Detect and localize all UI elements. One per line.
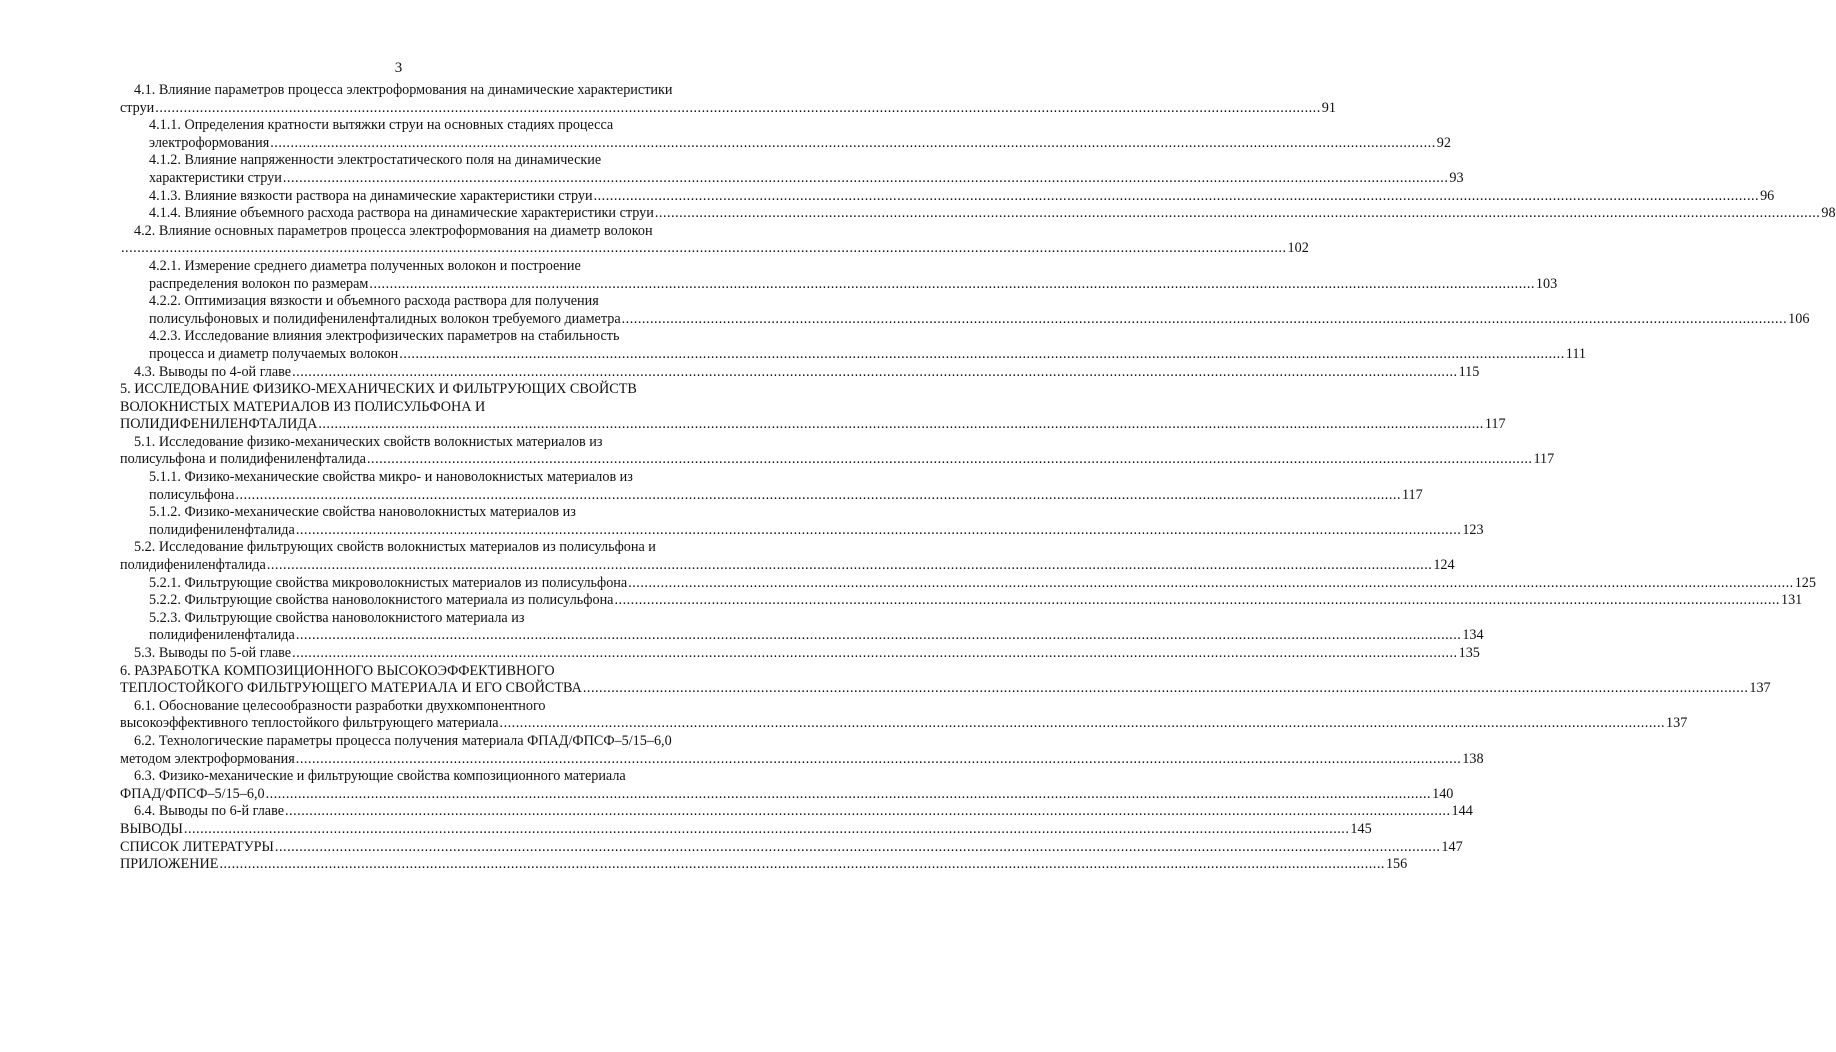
toc-entry-title-line: 5.1.1. Физико-механические свойства микро- и нановолокнистых материалов из bbox=[149, 469, 633, 486]
toc-page-number: 137 bbox=[1666, 715, 1688, 732]
dot-leader bbox=[318, 416, 1484, 434]
dot-leader bbox=[296, 751, 1462, 769]
dot-leader bbox=[628, 575, 1794, 593]
toc-page-number: 93 bbox=[1449, 169, 1464, 186]
dot-leader bbox=[292, 645, 1458, 663]
toc-entry-title-line: 4.2.3. Исследование влияния электрофизических параметров на стабильность bbox=[149, 328, 620, 345]
toc-entry-appendix bbox=[120, 856, 1408, 874]
dot-leader bbox=[270, 135, 1436, 153]
toc-entry-title-line: полисульфоновых и полидифениленфталидных волокон требуемого диаметра bbox=[149, 310, 621, 327]
toc-page-number: 145 bbox=[1350, 820, 1372, 837]
toc-entry-title-line: СПИСОК ЛИТЕРАТУРЫ bbox=[120, 838, 274, 855]
toc-entry-s5_2 bbox=[120, 539, 1455, 574]
toc-entry-s6_1 bbox=[120, 697, 1688, 733]
toc-page-number: 115 bbox=[1458, 363, 1480, 380]
toc-page-number: 124 bbox=[1433, 557, 1455, 574]
page-number: 3 bbox=[394, 60, 403, 76]
dot-leader bbox=[219, 856, 1385, 874]
toc-entry-title-line: 6. РАЗРАБОТКА КОМПОЗИЦИОННОГО ВЫСОКОЭФФЕКТИВНОГО bbox=[120, 662, 555, 679]
toc-entry-ch5 bbox=[120, 381, 1506, 434]
dot-leader bbox=[614, 592, 1780, 610]
toc-entry-s6_2 bbox=[120, 732, 1484, 768]
toc-entry-references bbox=[120, 838, 1463, 857]
toc-entry-title-line: 6.2. Технологические параметры процесса получения материала ФПАД/ФПСФ–5/15–6,0 bbox=[134, 732, 672, 749]
toc-page-number: 125 bbox=[1794, 574, 1816, 591]
dot-leader bbox=[121, 240, 1287, 258]
toc-page-number: 144 bbox=[1451, 803, 1473, 820]
toc-entry-s4_1 bbox=[120, 82, 1336, 117]
toc-entry-s4_1_1 bbox=[120, 117, 1451, 152]
toc-page-number: 92 bbox=[1436, 134, 1451, 151]
dot-leader bbox=[583, 680, 1749, 698]
toc-entry-title-line: методом электроформования bbox=[120, 750, 295, 767]
toc-entry-title-line: ПРИЛОЖЕНИЕ bbox=[120, 856, 219, 873]
toc-entry-s4_2_2 bbox=[120, 293, 1810, 328]
toc-entry-title-line: распределения волокон по размерам bbox=[149, 275, 369, 292]
toc-entry-s4_3 bbox=[120, 363, 1480, 382]
toc-entry-title-line: процесса и диаметр получаемых волокон bbox=[149, 345, 399, 362]
dot-leader bbox=[235, 487, 1401, 505]
toc-page-number: 117 bbox=[1484, 416, 1506, 433]
table-of-contents bbox=[120, 82, 1836, 874]
toc-entry-title-line: ПОЛИДИФЕНИЛЕНФТАЛИДА bbox=[120, 416, 318, 433]
toc-entry-title-line: 4.2.1. Измерение среднего диаметра полученных волокон и построение bbox=[149, 257, 581, 274]
dot-leader bbox=[369, 276, 1535, 294]
toc-entry-title-line: 6.3. Физико-механические и фильтрующие свойства композиционного материала bbox=[134, 768, 626, 785]
dot-leader bbox=[655, 205, 1821, 223]
toc-entry-s6_4 bbox=[120, 803, 1473, 821]
toc-entry-title-line: электроформования bbox=[149, 134, 270, 151]
toc-entry-title-line: струи bbox=[120, 99, 155, 116]
toc-entry-title-line: 5.3. Выводы по 5-ой главе bbox=[134, 645, 292, 661]
toc-entry-s4_1_2 bbox=[120, 152, 1464, 187]
toc-entry-title-line: 6.4. Выводы по 6-й главе bbox=[134, 803, 284, 820]
toc-entry-title-line: ВОЛОКНИСТЫХ МАТЕРИАЛОВ ИЗ ПОЛИСУЛЬФОНА И bbox=[120, 398, 486, 415]
dot-leader bbox=[594, 188, 1760, 206]
dot-leader bbox=[267, 557, 1433, 575]
dot-leader bbox=[622, 311, 1788, 329]
toc-entry-title-line: 5.2.1. Фильтрующие свойства микроволокнистых материалов из полисульфона bbox=[149, 574, 628, 591]
toc-page-number: 134 bbox=[1462, 627, 1484, 644]
toc-page-number: 123 bbox=[1462, 521, 1484, 538]
toc-entry-s5_2_2 bbox=[120, 592, 1803, 610]
toc-entry-title-line: высокоэффективного теплостойкого фильтрующего материала bbox=[120, 715, 499, 732]
toc-page-number: 111 bbox=[1565, 345, 1586, 362]
toc-page-number: 156 bbox=[1385, 856, 1408, 873]
toc-entry-title-line: полисульфона и полидифениленфталида bbox=[120, 451, 366, 468]
dot-leader bbox=[500, 715, 1666, 733]
toc-page-number: 91 bbox=[1321, 99, 1336, 116]
toc-entry-s5_2_1 bbox=[120, 574, 1816, 593]
toc-entry-title-line: полидифениленфталида bbox=[149, 521, 295, 538]
toc-entry-title-line: 4.1.3. Влияние вязкости раствора на динамические характеристики струи bbox=[149, 187, 593, 204]
toc-entry-title-line: 5.2.3. Фильтрующие свойства нановолокнистого материала из bbox=[149, 609, 525, 626]
toc-entry-title-line: 6.1. Обоснование целесообразности разработки двухкомпонентного bbox=[134, 697, 546, 714]
toc-entry-s5_1_2 bbox=[120, 504, 1484, 539]
toc-entry-s5_1 bbox=[120, 433, 1555, 469]
toc-entry-s4_2 bbox=[120, 222, 1309, 258]
toc-entry-title-line: характеристики струи bbox=[149, 169, 282, 186]
toc-page-number: 96 bbox=[1760, 187, 1775, 204]
toc-entry-title-line: 5.2. Исследование фильтрующих свойств волокнистых материалов из полисульфона и bbox=[134, 539, 656, 556]
toc-page-number: 135 bbox=[1458, 645, 1480, 661]
toc-entry-title-line: 5.1.2. Физико-механические свойства нановолокнистых материалов из bbox=[149, 504, 576, 521]
toc-entry-s4_2_3 bbox=[120, 328, 1586, 363]
toc-entry-s4_2_1 bbox=[120, 257, 1558, 293]
toc-page-number: 147 bbox=[1441, 838, 1463, 855]
toc-entry-title-line: ВЫВОДЫ bbox=[120, 820, 183, 837]
toc-page-number: 103 bbox=[1535, 275, 1558, 292]
toc-entry-s5_1_1 bbox=[120, 469, 1423, 504]
dot-leader bbox=[283, 170, 1449, 188]
toc-entry-s5_2_3 bbox=[120, 609, 1484, 645]
toc-page-number: 131 bbox=[1780, 592, 1803, 609]
toc-page-number: 140 bbox=[1432, 785, 1454, 802]
toc-entry-title-line: 4.1. Влияние параметров процесса электроформования на динамические характеристики bbox=[134, 82, 673, 98]
toc-page-number: 102 bbox=[1287, 240, 1309, 257]
toc-entry-title-line: 4.3. Выводы по 4-ой главе bbox=[134, 363, 292, 380]
dot-leader bbox=[367, 451, 1533, 469]
toc-entry-s4_1_4 bbox=[120, 205, 1836, 223]
toc-page-number: 117 bbox=[1533, 451, 1555, 468]
dot-leader bbox=[285, 803, 1451, 821]
dot-leader bbox=[292, 364, 1458, 382]
toc-entry-s4_1_3 bbox=[120, 187, 1775, 206]
toc-entry-s5_3 bbox=[120, 645, 1480, 663]
toc-entry-ch6 bbox=[120, 662, 1771, 698]
toc-entry-title-line: 4.2. Влияние основных параметров процесса электроформования на диаметр волокон bbox=[134, 222, 653, 239]
toc-entry-conclusions bbox=[120, 820, 1372, 839]
toc-entry-title-line: 5. ИССЛЕДОВАНИЕ ФИЗИКО-МЕХАНИЧЕСКИХ И ФИЛЬТРУЮЩИХ СВОЙСТВ bbox=[120, 381, 637, 398]
toc-entry-title-line: ФПАД/ФПСФ–5/15–6,0 bbox=[120, 785, 265, 802]
toc-entry-title-line: ТЕПЛОСТОЙКОГО ФИЛЬТРУЮЩЕГО МАТЕРИАЛА И ЕГО СВОЙСТВА bbox=[120, 680, 582, 697]
toc-page-number: 138 bbox=[1462, 750, 1484, 767]
dot-leader bbox=[184, 821, 1350, 839]
toc-entry-title-line: 4.1.1. Определения кратности вытяжки струи на основных стадиях процесса bbox=[149, 117, 614, 134]
toc-page-number: 117 bbox=[1401, 486, 1423, 503]
toc-entry-title-line: полидифениленфталида bbox=[149, 627, 295, 644]
toc-page-number: 137 bbox=[1749, 680, 1771, 697]
toc-entry-title-line: 5.1. Исследование физико-механических свойств волокнистых материалов из bbox=[134, 433, 603, 450]
toc-entry-title-line: 5.2.2. Фильтрующие свойства нановолокнистого материала из полисульфона bbox=[149, 592, 614, 609]
dot-leader bbox=[399, 346, 1565, 364]
toc-entry-title-line: 4.2.2. Оптимизация вязкости и объемного расхода раствора для получения bbox=[149, 293, 599, 310]
toc-page-number: 106 bbox=[1788, 310, 1810, 327]
dot-leader bbox=[275, 839, 1441, 857]
dot-leader bbox=[296, 627, 1462, 645]
dot-leader bbox=[155, 100, 1321, 118]
toc-page-number: 98 bbox=[1821, 205, 1836, 222]
toc-entry-title-line: полидифениленфталида bbox=[120, 557, 266, 574]
toc-entry-title-line: 4.1.4. Влияние объемного расхода раствора на динамические характеристики струи bbox=[149, 205, 654, 222]
toc-entry-title-line: полисульфона bbox=[149, 486, 235, 503]
toc-entry-s6_3 bbox=[120, 768, 1454, 803]
toc-entry-title-line: 4.1.2. Влияние напряженности электростатического поля на динамические bbox=[149, 152, 602, 169]
dot-leader bbox=[266, 786, 1432, 804]
dot-leader bbox=[296, 522, 1462, 540]
